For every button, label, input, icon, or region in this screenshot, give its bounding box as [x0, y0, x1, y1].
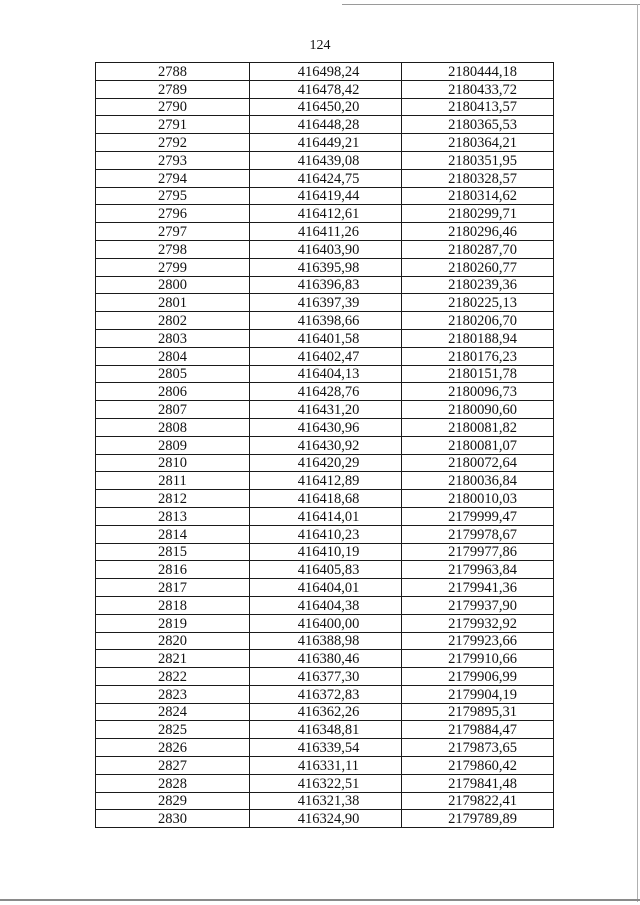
y-coordinate-cell: 2180081,07 [402, 436, 554, 454]
point-number-cell: 2804 [96, 347, 250, 365]
point-number-cell: 2805 [96, 365, 250, 383]
y-coordinate-cell: 2179822,41 [402, 792, 554, 810]
y-coordinate-cell: 2179910,66 [402, 650, 554, 668]
point-number-cell: 2809 [96, 436, 250, 454]
table-row [96, 596, 554, 614]
x-coordinate-cell: 416420,29 [250, 454, 402, 472]
y-coordinate-cell: 2179904,19 [402, 685, 554, 703]
point-number-cell: 2790 [96, 98, 250, 116]
y-coordinate-cell: 2179860,42 [402, 757, 554, 775]
table-row [96, 329, 554, 347]
point-number-cell: 2819 [96, 614, 250, 632]
table-row [96, 205, 554, 223]
point-number-cell: 2814 [96, 525, 250, 543]
x-coordinate-cell: 416430,92 [250, 436, 402, 454]
x-coordinate-cell: 416339,54 [250, 739, 402, 757]
x-coordinate-cell: 416412,89 [250, 472, 402, 490]
x-coordinate-cell: 416403,90 [250, 240, 402, 258]
y-coordinate-cell: 2180010,03 [402, 490, 554, 508]
x-coordinate-cell: 416400,00 [250, 614, 402, 632]
point-number-cell: 2802 [96, 312, 250, 330]
x-coordinate-cell: 416404,38 [250, 596, 402, 614]
x-coordinate-cell: 416348,81 [250, 721, 402, 739]
table-row [96, 223, 554, 241]
table-row [96, 383, 554, 401]
point-number-cell: 2806 [96, 383, 250, 401]
table-row [96, 614, 554, 632]
x-coordinate-cell: 416331,11 [250, 757, 402, 775]
point-number-cell: 2823 [96, 685, 250, 703]
y-coordinate-cell: 2180328,57 [402, 169, 554, 187]
x-coordinate-cell: 416324,90 [250, 810, 402, 828]
y-coordinate-cell: 2180314,62 [402, 187, 554, 205]
y-coordinate-cell: 2180036,84 [402, 472, 554, 490]
x-coordinate-cell: 416404,01 [250, 579, 402, 597]
x-coordinate-cell: 416478,42 [250, 80, 402, 98]
scan-edge-right [637, 4, 638, 902]
table-row [96, 472, 554, 490]
y-coordinate-cell: 2180239,36 [402, 276, 554, 294]
point-number-cell: 2803 [96, 329, 250, 347]
y-coordinate-cell: 2180287,70 [402, 240, 554, 258]
table-row [96, 774, 554, 792]
point-number-cell: 2817 [96, 579, 250, 597]
x-coordinate-cell: 416372,83 [250, 685, 402, 703]
point-number-cell: 2797 [96, 223, 250, 241]
y-coordinate-cell: 2180090,60 [402, 401, 554, 419]
x-coordinate-cell: 416322,51 [250, 774, 402, 792]
point-number-cell: 2811 [96, 472, 250, 490]
table-row [96, 294, 554, 312]
table-row [96, 347, 554, 365]
y-coordinate-cell: 2179895,31 [402, 703, 554, 721]
x-coordinate-cell: 416428,76 [250, 383, 402, 401]
coordinates-table [95, 62, 554, 828]
table-row [96, 436, 554, 454]
y-coordinate-cell: 2179923,66 [402, 632, 554, 650]
y-coordinate-cell: 2179906,99 [402, 668, 554, 686]
point-number-cell: 2827 [96, 757, 250, 775]
table-row [96, 454, 554, 472]
y-coordinate-cell: 2179978,67 [402, 525, 554, 543]
point-number-cell: 2789 [96, 80, 250, 98]
y-coordinate-cell: 2179841,48 [402, 774, 554, 792]
table-row [96, 401, 554, 419]
y-coordinate-cell: 2180365,53 [402, 116, 554, 134]
point-number-cell: 2822 [96, 668, 250, 686]
point-number-cell: 2800 [96, 276, 250, 294]
table-row [96, 507, 554, 525]
point-number-cell: 2828 [96, 774, 250, 792]
table-row [96, 63, 554, 81]
y-coordinate-cell: 2179932,92 [402, 614, 554, 632]
x-coordinate-cell: 416449,21 [250, 134, 402, 152]
point-number-cell: 2795 [96, 187, 250, 205]
y-coordinate-cell: 2180072,64 [402, 454, 554, 472]
point-number-cell: 2791 [96, 116, 250, 134]
y-coordinate-cell: 2180188,94 [402, 329, 554, 347]
x-coordinate-cell: 416395,98 [250, 258, 402, 276]
y-coordinate-cell: 2179884,47 [402, 721, 554, 739]
table-row [96, 80, 554, 98]
y-coordinate-cell: 2180260,77 [402, 258, 554, 276]
point-number-cell: 2820 [96, 632, 250, 650]
coordinates-table-body [96, 63, 554, 828]
y-coordinate-cell: 2180096,73 [402, 383, 554, 401]
point-number-cell: 2796 [96, 205, 250, 223]
table-row [96, 543, 554, 561]
point-number-cell: 2799 [96, 258, 250, 276]
point-number-cell: 2813 [96, 507, 250, 525]
table-row [96, 739, 554, 757]
table-row [96, 561, 554, 579]
x-coordinate-cell: 416412,61 [250, 205, 402, 223]
y-coordinate-cell: 2179941,36 [402, 579, 554, 597]
x-coordinate-cell: 416398,66 [250, 312, 402, 330]
y-coordinate-cell: 2180176,23 [402, 347, 554, 365]
table-row [96, 418, 554, 436]
x-coordinate-cell: 416402,47 [250, 347, 402, 365]
y-coordinate-cell: 2180299,71 [402, 205, 554, 223]
point-number-cell: 2818 [96, 596, 250, 614]
y-coordinate-cell: 2180296,46 [402, 223, 554, 241]
table-row [96, 240, 554, 258]
x-coordinate-cell: 416418,68 [250, 490, 402, 508]
point-number-cell: 2808 [96, 418, 250, 436]
table-row [96, 579, 554, 597]
x-coordinate-cell: 416388,98 [250, 632, 402, 650]
x-coordinate-cell: 416419,44 [250, 187, 402, 205]
table-row [96, 312, 554, 330]
table-row [96, 116, 554, 134]
x-coordinate-cell: 416448,28 [250, 116, 402, 134]
y-coordinate-cell: 2179789,89 [402, 810, 554, 828]
x-coordinate-cell: 416410,19 [250, 543, 402, 561]
point-number-cell: 2792 [96, 134, 250, 152]
point-number-cell: 2824 [96, 703, 250, 721]
page-number: 124 [309, 38, 331, 53]
table-row [96, 632, 554, 650]
point-number-cell: 2793 [96, 151, 250, 169]
x-coordinate-cell: 416397,39 [250, 294, 402, 312]
x-coordinate-cell: 416430,96 [250, 418, 402, 436]
table-row [96, 98, 554, 116]
x-coordinate-cell: 416414,01 [250, 507, 402, 525]
table-row [96, 650, 554, 668]
y-coordinate-cell: 2180433,72 [402, 80, 554, 98]
x-coordinate-cell: 416410,23 [250, 525, 402, 543]
table-row [96, 703, 554, 721]
point-number-cell: 2825 [96, 721, 250, 739]
y-coordinate-cell: 2180151,78 [402, 365, 554, 383]
x-coordinate-cell: 416401,58 [250, 329, 402, 347]
point-number-cell: 2830 [96, 810, 250, 828]
x-coordinate-cell: 416411,26 [250, 223, 402, 241]
y-coordinate-cell: 2180364,21 [402, 134, 554, 152]
x-coordinate-cell: 416431,20 [250, 401, 402, 419]
point-number-cell: 2798 [96, 240, 250, 258]
x-coordinate-cell: 416396,83 [250, 276, 402, 294]
y-coordinate-cell: 2179873,65 [402, 739, 554, 757]
point-number-cell: 2794 [96, 169, 250, 187]
point-number-cell: 2829 [96, 792, 250, 810]
point-number-cell: 2826 [96, 739, 250, 757]
point-number-cell: 2810 [96, 454, 250, 472]
point-number-cell: 2807 [96, 401, 250, 419]
x-coordinate-cell: 416377,30 [250, 668, 402, 686]
y-coordinate-cell: 2180225,13 [402, 294, 554, 312]
x-coordinate-cell: 416405,83 [250, 561, 402, 579]
scan-edge-top [342, 4, 640, 5]
table-row [96, 151, 554, 169]
y-coordinate-cell: 2180413,57 [402, 98, 554, 116]
y-coordinate-cell: 2180081,82 [402, 418, 554, 436]
table-row [96, 685, 554, 703]
x-coordinate-cell: 416424,75 [250, 169, 402, 187]
x-coordinate-cell: 416439,08 [250, 151, 402, 169]
table-row [96, 721, 554, 739]
x-coordinate-cell: 416321,38 [250, 792, 402, 810]
y-coordinate-cell: 2180206,70 [402, 312, 554, 330]
table-row [96, 810, 554, 828]
y-coordinate-cell: 2180444,18 [402, 63, 554, 81]
table-row [96, 134, 554, 152]
point-number-cell: 2812 [96, 490, 250, 508]
y-coordinate-cell: 2179977,86 [402, 543, 554, 561]
table-row [96, 668, 554, 686]
table-row [96, 276, 554, 294]
y-coordinate-cell: 2179963,84 [402, 561, 554, 579]
table-row [96, 365, 554, 383]
table-row [96, 525, 554, 543]
point-number-cell: 2821 [96, 650, 250, 668]
table-row [96, 169, 554, 187]
point-number-cell: 2815 [96, 543, 250, 561]
scan-edge-bottom [0, 899, 640, 901]
table-row [96, 187, 554, 205]
x-coordinate-cell: 416498,24 [250, 63, 402, 81]
point-number-cell: 2788 [96, 63, 250, 81]
table-row [96, 792, 554, 810]
table-row [96, 258, 554, 276]
x-coordinate-cell: 416380,46 [250, 650, 402, 668]
x-coordinate-cell: 416404,13 [250, 365, 402, 383]
point-number-cell: 2801 [96, 294, 250, 312]
y-coordinate-cell: 2179937,90 [402, 596, 554, 614]
table-row [96, 757, 554, 775]
y-coordinate-cell: 2179999,47 [402, 507, 554, 525]
table-row [96, 490, 554, 508]
x-coordinate-cell: 416450,20 [250, 98, 402, 116]
point-number-cell: 2816 [96, 561, 250, 579]
y-coordinate-cell: 2180351,95 [402, 151, 554, 169]
x-coordinate-cell: 416362,26 [250, 703, 402, 721]
